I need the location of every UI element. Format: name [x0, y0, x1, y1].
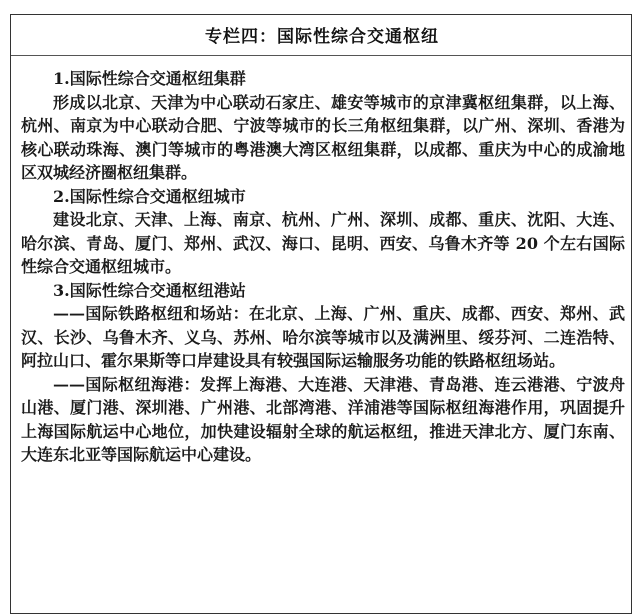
box-title: 专栏四：国际性综合交通枢纽	[205, 27, 439, 47]
section-heading-2: 2.国际性综合交通枢纽城市	[53, 186, 246, 206]
sidebar-box	[10, 14, 632, 614]
title-divider	[11, 55, 631, 56]
section-heading-1: 1.国际性综合交通枢纽集群	[53, 69, 246, 88]
section-heading-3: 3.国际性综合交通枢纽港站	[53, 280, 246, 300]
section-2-paragraph-1: 建设北京、天津、上海、南京、杭州、广州、深圳、成都、重庆、沈阳、大连、哈尔滨、青岛、厦门、郑州、武汉、海口、昆明、西安、乌鲁木齐等 20 个左右国际性综合交通枢纽城市。	[21, 210, 625, 276]
section-3-paragraph-1: ——国际铁路枢纽和场站：在北京、上海、广州、重庆、成都、西安、郑州、武汉、长沙、乌鲁木齐、义乌、苏州、哈尔滨等城市以及满洲里、绥芬河、二连浩特、阿拉山口、霍尔果斯等口岸建设具有较强国际运输服务功能的铁路枢纽场站。	[21, 304, 625, 370]
section-3-paragraph-2: ——国际枢纽海港：发挥上海港、大连港、天津港、青岛港、连云港港、宁波舟山港、厦门港、深圳港、广州港、北部湾港、洋浦港等国际枢纽海港作用，巩固提升上海国际航运中心地位，加快建设辐射全球的航运枢纽，推进天津北方、厦门东南、大连东北亚等国际航运中心建设。	[21, 374, 625, 464]
section-1-paragraph-1: 形成以北京、天津为中心联动石家庄、雄安等城市的京津冀枢纽集群，以上海、杭州、南京为中心联动合肥、宁波等城市的长三角枢纽集群，以广州、深圳、香港为核心联动珠海、澳门等城市的粤港澳大湾区枢纽集群，以成都、重庆为中心的成渝地区双城经济圈枢纽集群。	[21, 92, 625, 182]
box-content	[21, 67, 625, 467]
